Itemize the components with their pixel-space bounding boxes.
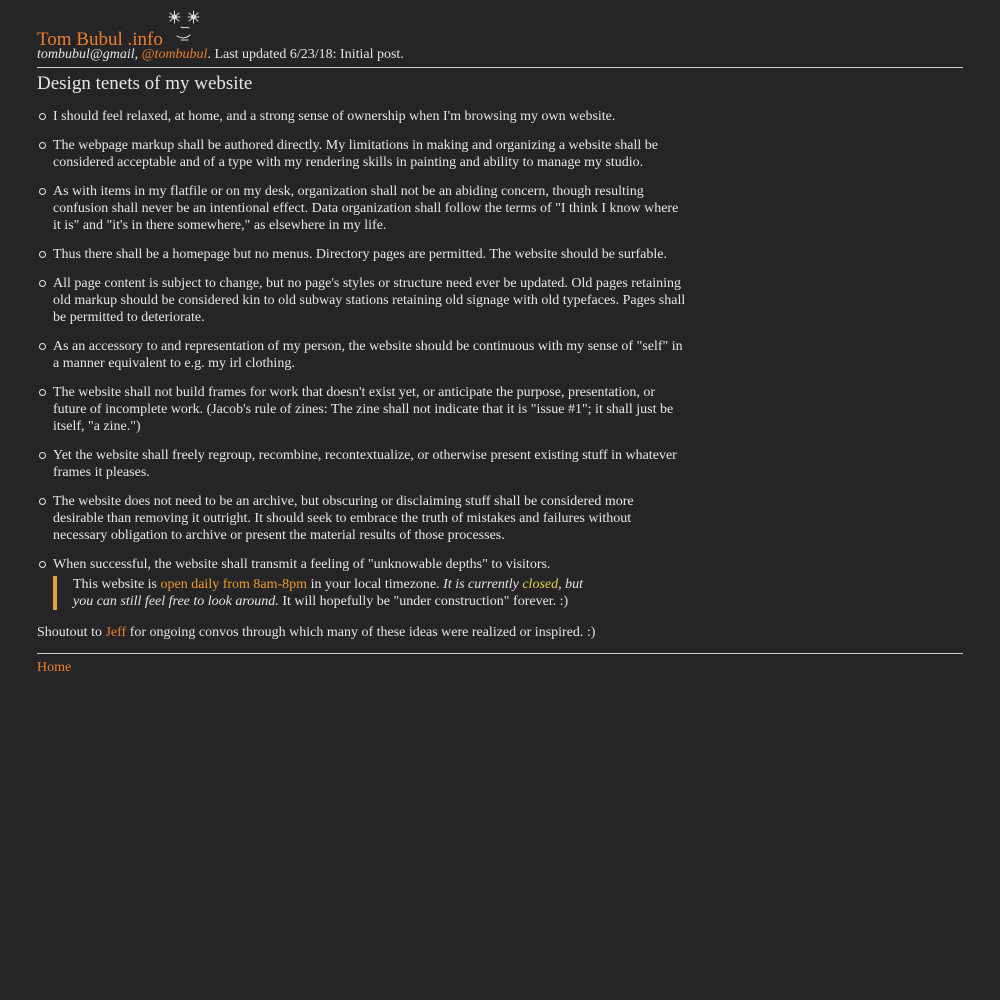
footer-divider: [37, 653, 963, 654]
page-title: Design tenets of my website: [37, 73, 253, 94]
list-item: When successful, the website shall transmit a feeling of "unknowable depths" to visitors.: [37, 556, 687, 573]
opening-hours-text: open daily from 8am-8pm: [160, 577, 308, 592]
site-header: [37, 0, 963, 48]
jeff-link[interactable]: Jeff: [105, 625, 127, 640]
shoutout-paragraph: Shoutout to Jeff for ongoing convos through which many of these ideas were realized or inspired. :): [37, 625, 596, 640]
page: [37, 0, 963, 675]
bullet-icon: [39, 343, 46, 350]
bullet-icon: [39, 561, 46, 568]
site-title-link[interactable]: Tom Bubul .info: [37, 29, 163, 50]
list-item: As with items in my flatfile or on my desk, organization shall not be an abiding concern, though resulting confusion shall never be an intentional effect. Data organization shall follow the terms of "I think I know where it is" and "it's in there somewhere," as elsewhere in my life.: [37, 183, 687, 234]
list-item: Thus there shall be a homepage but no menus. Directory pages are permitted. The website should be surfable.: [37, 246, 687, 263]
email-text: tombubul@gmail: [37, 47, 135, 62]
face-doodle-icon: [167, 9, 203, 43]
bullet-icon: [39, 113, 46, 120]
bullet-icon: [39, 280, 46, 287]
bullet-icon: [39, 142, 46, 149]
list-item: I should feel relaxed, at home, and a strong sense of ownership when I'm browsing my own website.: [37, 108, 687, 125]
header-divider: [37, 67, 963, 68]
list-item: The website does not need to be an archive, but obscuring or disclaiming stuff shall be considered more desirable than removing it outright. It should seek to embrace the truth of mistakes and failures without necessary obligation to archive or present the material results of those processes.: [37, 493, 687, 544]
bullet-icon: [39, 452, 46, 459]
list-item: Yet the website shall freely regroup, recombine, recontextualize, or otherwise present existing stuff in whatever frames it pleases.: [37, 447, 687, 481]
tenets-list: [37, 108, 687, 585]
hours-blockquote: This website is open daily from 8am-8pm in your local timezone. It is currently closed, but you can still feel free to look around. It will hopefully be "under construction" forever. :): [53, 576, 603, 610]
byline: tombubul@gmail, @tombubul. Last updated 6/23/18: Initial post.: [37, 47, 404, 62]
home-link[interactable]: Home: [37, 660, 72, 675]
status-badge: closed: [522, 577, 559, 592]
bullet-icon: [39, 188, 46, 195]
list-item: All page content is subject to change, but no page's styles or structure need ever be updated. Old pages retaining old markup should be considered kin to old subway stations retaining old signage with old typefaces. Pages shall be permitted to deteriorate.: [37, 275, 687, 326]
last-updated-text: . Last updated 6/23/18: Initial post.: [207, 47, 404, 62]
list-item: As an accessory to and representation of my person, the website should be continuous with my sense of "self" in a manner equivalent to e.g. my irl clothing.: [37, 338, 687, 372]
footer: [37, 659, 71, 676]
twitter-handle-link[interactable]: @tombubul: [141, 47, 208, 62]
list-item: The webpage markup shall be authored directly. My limitations in making and organizing a website shall be considered acceptable and of a type with my rendering skills in painting and ability to manage my studio.: [37, 137, 687, 171]
bullet-icon: [39, 389, 46, 396]
bullet-icon: [39, 498, 46, 505]
bullet-icon: [39, 251, 46, 258]
list-item: The website shall not build frames for work that doesn't exist yet, or anticipate the purpose, presentation, or future of incomplete work. (Jacob's rule of zines: The zine shall not indicate that it is "issue #1"; it shall just be itself, "a zine."): [37, 384, 687, 435]
